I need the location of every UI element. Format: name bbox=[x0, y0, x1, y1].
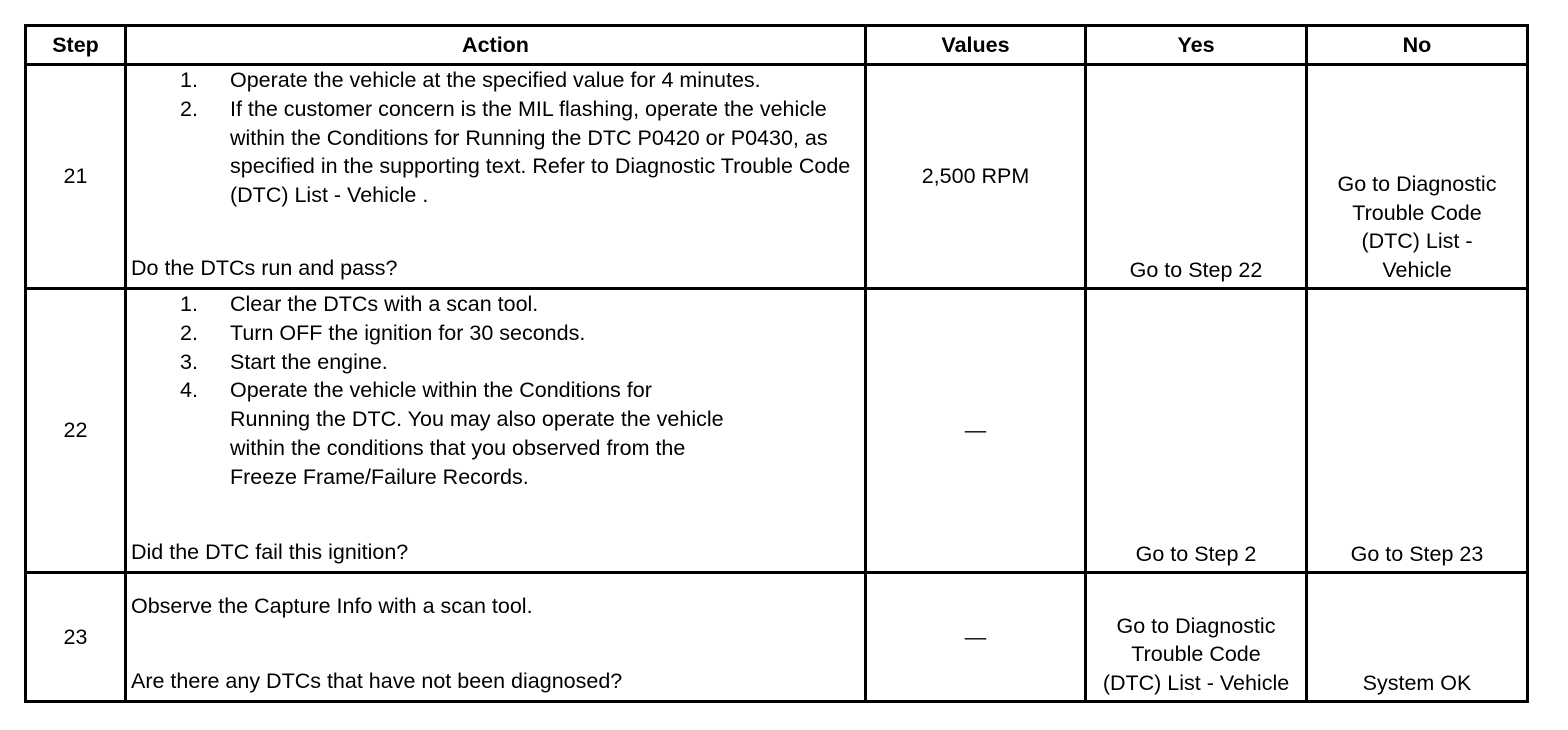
action-instruction: Observe the Capture Info with a scan tool. bbox=[131, 594, 533, 618]
action-cell bbox=[126, 289, 866, 573]
step-index: 1. bbox=[180, 68, 198, 92]
table-row-step-21 bbox=[26, 65, 1528, 289]
step-text: Turn OFF the ignition for 30 seconds. bbox=[230, 320, 586, 345]
no-cell: Go to Step 23 bbox=[1307, 289, 1528, 573]
step-index: 2. bbox=[180, 96, 198, 121]
step-text: Clear the DTCs with a scan tool. bbox=[230, 292, 539, 316]
table-row-step-22 bbox=[26, 289, 1528, 573]
header-action: Action bbox=[126, 26, 866, 65]
action-steps-list bbox=[127, 290, 864, 492]
no-cell-text: Go to Diagnostic Trouble Code (DTC) List - Vehicle bbox=[1337, 171, 1497, 283]
step-index: 4. bbox=[180, 378, 198, 403]
step-number: 22 bbox=[26, 289, 126, 573]
no-cell bbox=[1307, 65, 1528, 289]
action-question: Are there any DTCs that have not been diagnosed? bbox=[131, 669, 623, 694]
action-step-item bbox=[127, 376, 864, 491]
yes-cell bbox=[1086, 573, 1307, 702]
header-values: Values bbox=[866, 26, 1086, 65]
action-cell bbox=[126, 573, 866, 702]
yes-cell-text: Go to Diagnostic Trouble Code (DTC) List - Vehicle bbox=[1102, 613, 1290, 696]
yes-cell: Go to Step 22 bbox=[1086, 65, 1307, 289]
action-step-item bbox=[127, 348, 864, 377]
values-cell: 2,500 RPM bbox=[866, 65, 1086, 289]
header-no: No bbox=[1307, 26, 1528, 65]
header-row bbox=[26, 26, 1528, 65]
values-cell: — bbox=[866, 573, 1086, 702]
step-text: Start the engine. bbox=[230, 349, 388, 374]
diagnostic-table bbox=[24, 24, 1529, 703]
no-cell: System OK bbox=[1307, 573, 1528, 702]
step-index: 3. bbox=[180, 349, 198, 374]
action-step-item bbox=[127, 319, 864, 348]
action-step-item bbox=[127, 290, 864, 319]
action-question: Do the DTCs run and pass? bbox=[131, 256, 398, 281]
action-question: Did the DTC fail this ignition? bbox=[131, 540, 409, 565]
step-text: Operate the vehicle within the Conditions for Running the DTC. You may also operate the vehicle within the conditions that you observed from the Freeze Frame/Failure Records. bbox=[230, 378, 724, 489]
action-step-item bbox=[127, 66, 864, 95]
action-step-item bbox=[127, 95, 864, 210]
action-cell bbox=[126, 65, 866, 289]
step-text: If the customer concern is the MIL flashing, operate the vehicle within the Conditions for Running the DTC P0420 or P0430, as specified in the supporting text. Refer to Diagnostic Trouble Code (DTC) List - Vehicle . bbox=[230, 96, 851, 208]
header-step: Step bbox=[26, 26, 126, 65]
header-yes: Yes bbox=[1086, 26, 1307, 65]
step-number: 21 bbox=[26, 65, 126, 289]
step-text: Operate the vehicle at the specified value for 4 minutes. bbox=[230, 68, 761, 92]
step-number: 23 bbox=[26, 573, 126, 702]
table-row-step-23 bbox=[26, 573, 1528, 702]
values-cell: — bbox=[866, 289, 1086, 573]
yes-cell: Go to Step 2 bbox=[1086, 289, 1307, 573]
action-steps-list bbox=[127, 66, 864, 210]
step-index: 2. bbox=[180, 320, 198, 345]
step-index: 1. bbox=[180, 292, 198, 316]
